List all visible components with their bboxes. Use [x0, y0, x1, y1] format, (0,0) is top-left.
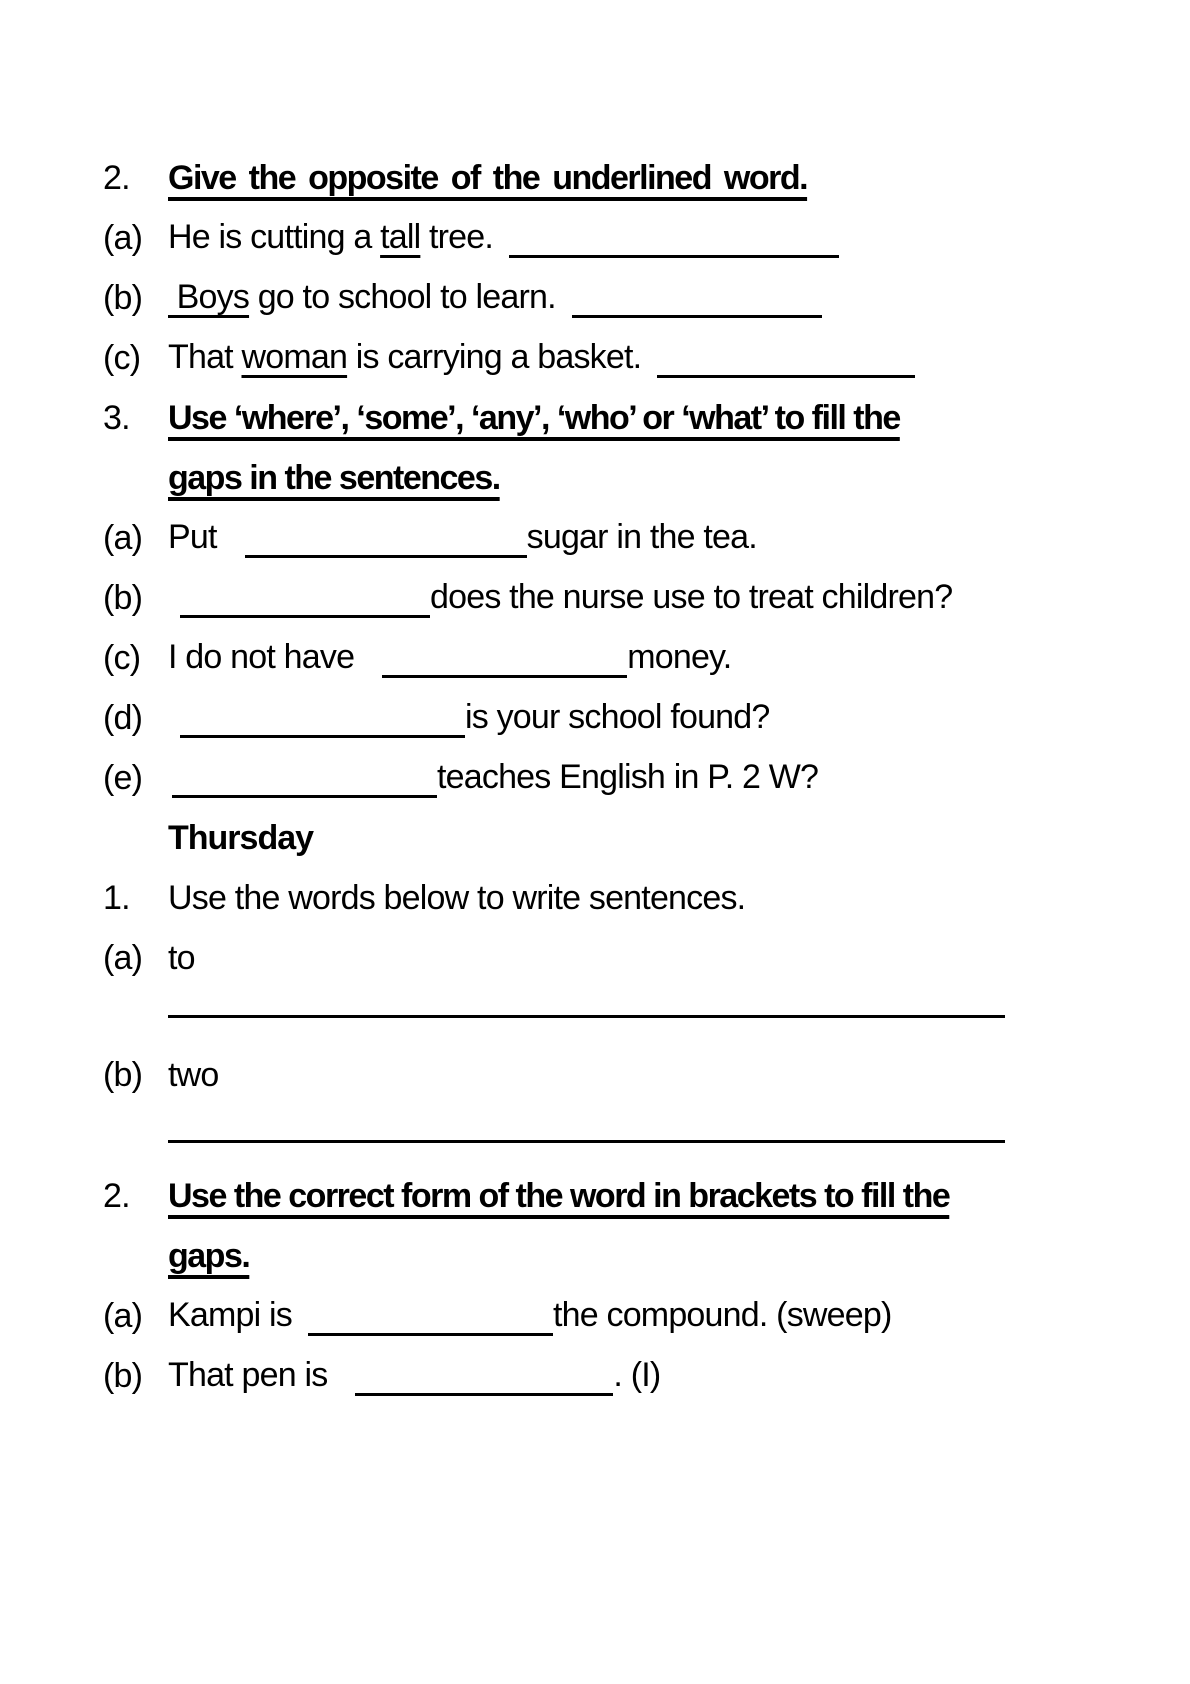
item-label: (a) — [103, 218, 143, 257]
item-label: (e) — [103, 758, 143, 797]
thursday-q2-heading-row — [103, 1166, 1160, 1226]
section-3-item-c — [103, 628, 1160, 688]
answer-blank — [180, 735, 465, 738]
prompt-word: two — [168, 1055, 219, 1094]
answer-blank — [382, 675, 627, 678]
section-3-item-b — [103, 568, 1160, 628]
writing-line — [168, 1015, 1005, 1018]
item-label: (d) — [103, 698, 143, 737]
item-sentence — [168, 578, 952, 618]
answer-blank — [172, 795, 437, 798]
answer-blank — [308, 1333, 553, 1336]
section-2-item-a — [103, 208, 1160, 268]
sentence-post: . (I) — [613, 1356, 661, 1394]
item-sentence — [168, 218, 839, 258]
answer-blank — [355, 1393, 613, 1396]
question-2-heading-line1: Use the correct form of the word in brackets to fill the — [168, 1176, 950, 1215]
sentence-post: is carrying a basket. — [347, 338, 642, 376]
day-heading: Thursday — [168, 818, 314, 857]
question-2-number: 2. — [103, 1176, 130, 1215]
answer-blank — [245, 555, 527, 558]
sentence-post: sugar in the tea. — [526, 518, 757, 556]
writing-line — [168, 1140, 1005, 1143]
section-2-item-b — [103, 268, 1160, 328]
section-3-item-e — [103, 748, 1160, 808]
section-3-heading-line2: gaps in the sentences. — [168, 458, 500, 497]
sentence-post: does the nurse use to treat children? — [430, 578, 953, 616]
item-sentence — [168, 638, 731, 678]
section-3-number: 3. — [103, 398, 130, 437]
sentence-post: teaches English in P. 2 W? — [437, 758, 819, 796]
question-1-text: Use the words below to write sentences. — [168, 878, 746, 917]
section-3-heading-line1: Use ‘where’, ‘some’, ‘any’, ‘who’ or ‘what’ to fill the — [168, 398, 900, 437]
item-label: (c) — [103, 338, 141, 377]
sentence-post: the compound. (sweep) — [552, 1296, 892, 1334]
item-sentence — [168, 518, 757, 558]
item-sentence — [168, 1356, 660, 1396]
answer-blank — [572, 315, 822, 318]
thursday-q2-item-b — [103, 1346, 1160, 1406]
answer-blank — [657, 375, 915, 378]
sentence-pre: I do not have — [168, 638, 355, 676]
item-sentence — [168, 698, 770, 738]
section-3-heading-row — [103, 388, 1160, 448]
thursday-q1-row — [103, 868, 1160, 928]
sentence-post: is your school found? — [465, 698, 770, 736]
section-3-item-d — [103, 688, 1160, 748]
item-label: (a) — [103, 938, 143, 977]
item-label: (a) — [103, 518, 143, 557]
question-2-heading-line2: gaps. — [168, 1236, 250, 1275]
item-sentence — [168, 278, 822, 318]
item-label: (b) — [103, 1055, 143, 1094]
item-label: (a) — [103, 1296, 143, 1335]
sentence-post: go to school to learn. — [249, 278, 556, 316]
item-sentence — [168, 1296, 892, 1336]
section-3-heading-row-2 — [103, 448, 1160, 508]
sentence-pre: That pen is — [168, 1356, 328, 1394]
thursday-q2-heading-row-2 — [103, 1226, 1160, 1286]
thursday-q1-item-b — [103, 1045, 1160, 1105]
sentence-pre: That — [168, 338, 242, 376]
item-label: (b) — [103, 1356, 143, 1395]
sentence-pre: Kampi is — [168, 1296, 292, 1334]
question-1-number: 1. — [103, 878, 130, 917]
sentence-post: money. — [627, 638, 732, 676]
section-2-item-c — [103, 328, 1160, 388]
underlined-word: tall — [380, 218, 421, 256]
item-sentence — [168, 758, 818, 798]
item-sentence — [168, 338, 915, 378]
answer-blank — [180, 615, 430, 618]
sentence-pre: Put — [168, 518, 217, 556]
section-2-number: 2. — [103, 158, 130, 197]
underlined-word: woman — [241, 338, 348, 376]
underlined-word: Boys — [168, 278, 250, 316]
item-label: (c) — [103, 638, 141, 677]
thursday-heading-row — [103, 808, 1160, 868]
section-2-heading-row — [103, 148, 1160, 208]
section-3-item-a — [103, 508, 1160, 568]
section-2-heading: Give the opposite of the underlined word. — [168, 158, 808, 197]
thursday-q2-item-a — [103, 1286, 1160, 1346]
item-label: (b) — [103, 278, 143, 317]
sentence-pre: He is cutting a — [168, 218, 381, 256]
thursday-q1-item-a — [103, 928, 1160, 988]
sentence-post: tree. — [420, 218, 494, 256]
answer-blank — [509, 255, 839, 258]
prompt-word: to — [168, 938, 195, 977]
item-label: (b) — [103, 578, 143, 617]
